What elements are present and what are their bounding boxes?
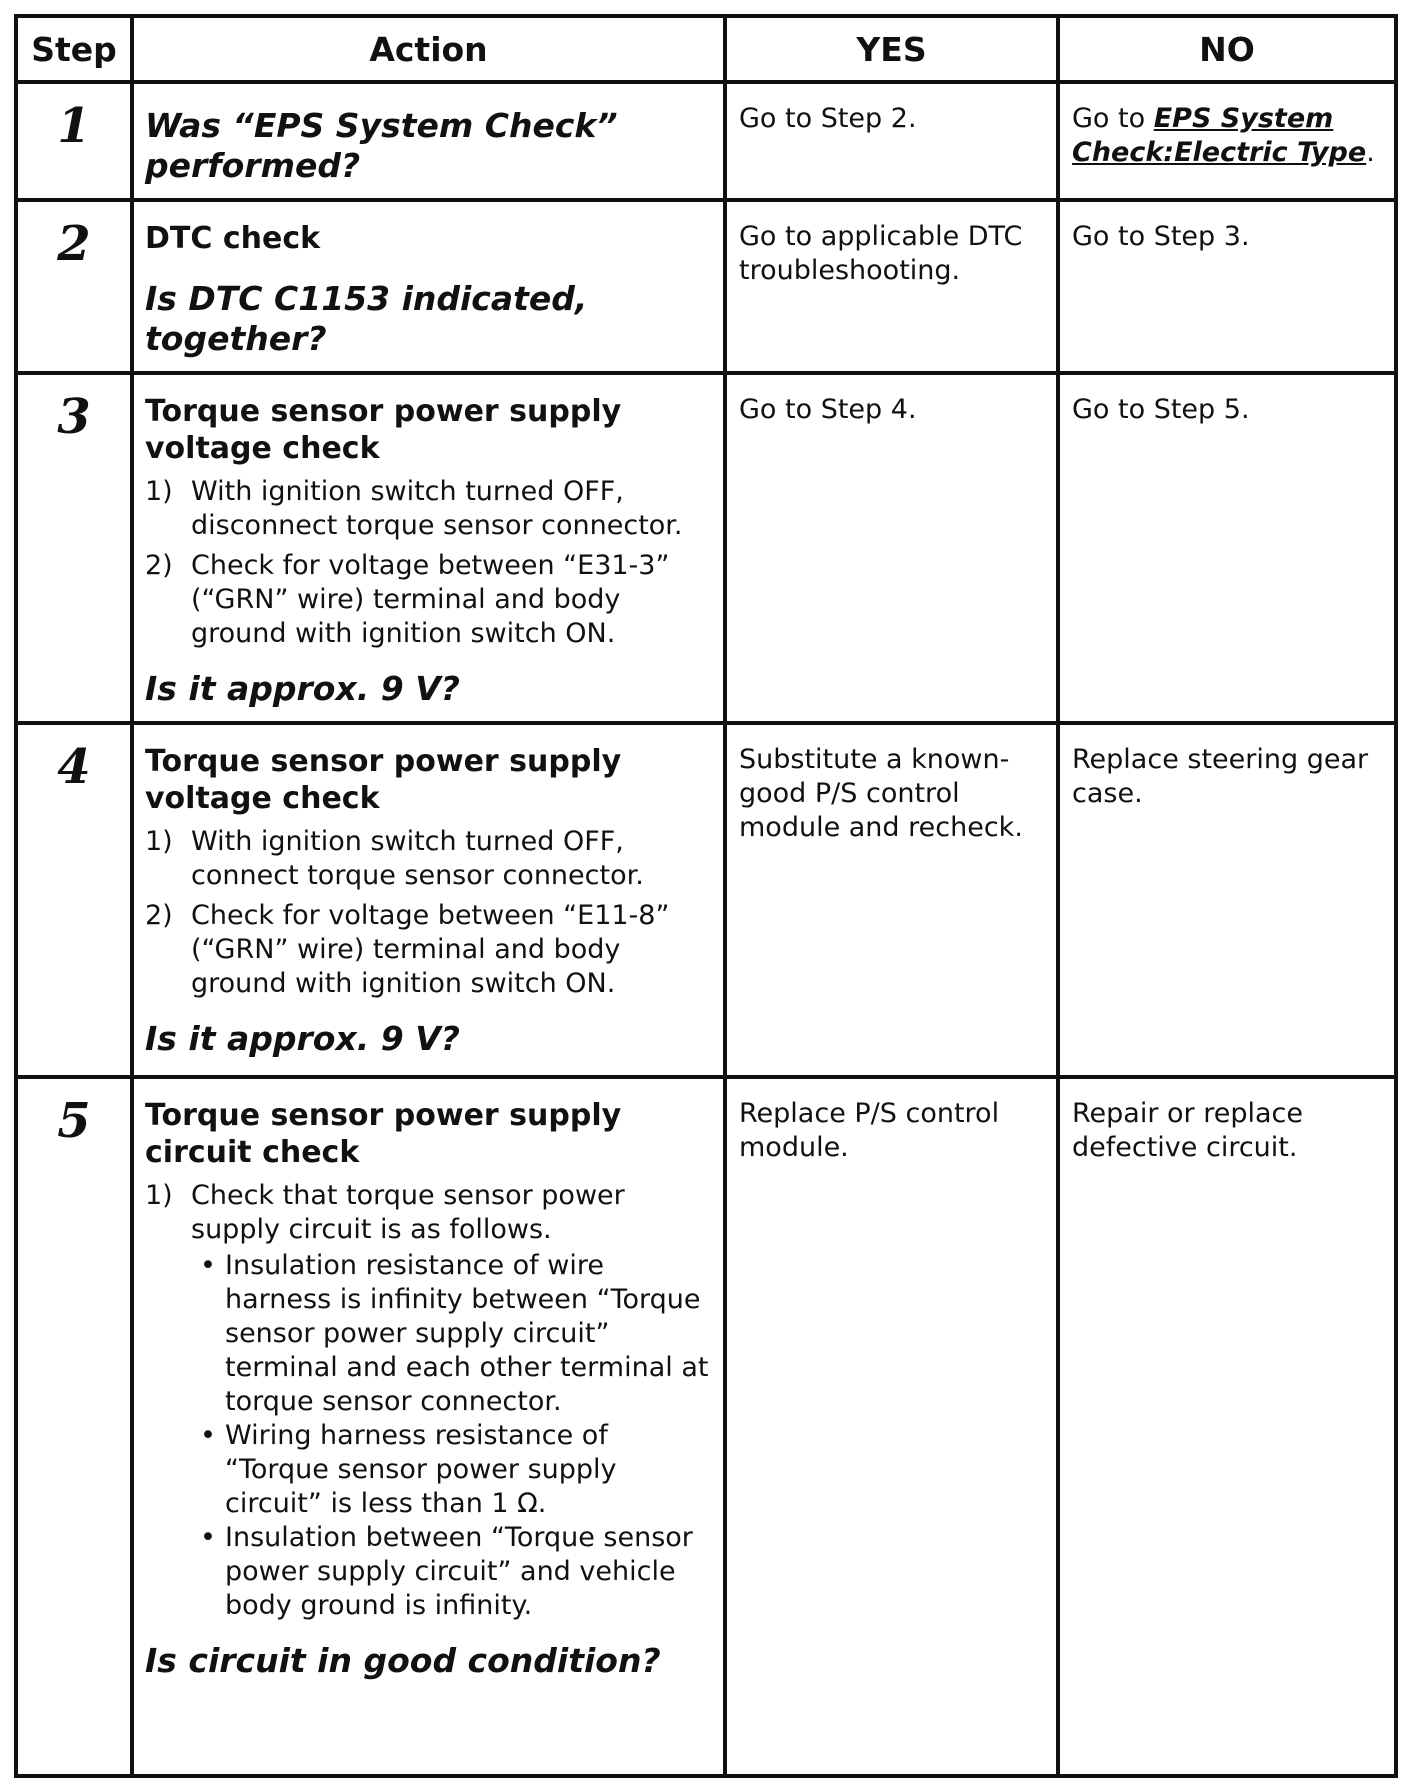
yes-cell [725,82,1058,200]
action-title: DTC check [145,221,321,256]
substep-list [145,475,713,651]
table-row [16,82,1396,200]
bullet-text: Wiring harness resistance of “Torque sensor power supply circuit” is less than 1 Ω. [225,1420,617,1519]
table-row [16,723,1396,1077]
yes-cell [725,373,1058,723]
header-no: NO [1058,16,1396,82]
bullet-list [191,1249,713,1623]
action-question: Is DTC C1153 indicated, together? [145,279,588,358]
table-row [16,200,1396,373]
bullet-item [191,1521,713,1623]
bullet-text: Insulation between “Torque sensor power supply circuit” and vehicle body ground is infinity. [225,1522,693,1621]
substep-item [145,549,713,651]
no-text-suffix: . [1366,137,1375,168]
step-number: 2 [57,216,91,272]
header-action: Action [132,16,725,82]
substep-list [145,1179,713,1623]
yes-text: Go to applicable DTC troubleshooting. [739,221,1023,286]
yes-text: Go to Step 4. [739,394,917,425]
no-cell [1058,373,1396,723]
action-question: Is circuit in good condition? [145,1641,661,1680]
action-title: Torque sensor power supply voltage check [145,744,622,816]
substep-number: 2) [145,900,173,931]
step-number: 4 [57,739,91,795]
no-text: Go to Step 3. [1072,221,1250,252]
action-cell [132,82,725,200]
substep-text: Check for voltage between “E11-8” (“GRN” wire) terminal and body ground with ignition switch ON. [191,900,670,999]
bullet-dot: • [200,1522,216,1553]
action-question: Is it approx. 9 V? [145,1019,460,1058]
no-text: Replace steering gear case. [1072,744,1369,809]
table-row [16,1077,1396,1776]
no-cell [1058,723,1396,1077]
substep-text: With ignition switch turned OFF, disconnect torque sensor connector. [191,476,683,541]
yes-text: Substitute a known-good P/S control module and recheck. [739,744,1023,843]
header-yes: YES [725,16,1058,82]
step-cell [16,1077,132,1776]
yes-cell [725,723,1058,1077]
substep-number: 1) [145,826,173,857]
substep-item [145,1179,713,1623]
substep-body [191,1179,713,1623]
action-question: Is it approx. 9 V? [145,669,460,708]
no-text-prefix: Go to [1072,103,1154,134]
no-cell [1058,1077,1396,1776]
step-number: 5 [57,1093,91,1149]
bullet-item [191,1419,713,1521]
action-question: Was “EPS System Check” performed? [145,106,618,185]
no-text: Go to Step 5. [1072,394,1250,425]
no-cell [1058,200,1396,373]
no-text: Repair or replace defective circuit. [1072,1098,1303,1163]
substep-item [145,475,713,543]
substep-number: 1) [145,476,173,507]
no-cell [1058,82,1396,200]
substep-list [145,825,713,1001]
table-header-row [16,16,1396,82]
action-title: Torque sensor power supply circuit check [145,1098,622,1170]
yes-text: Go to Step 2. [739,103,917,134]
substep-item [145,899,713,1001]
substep-text: With ignition switch turned OFF, connect torque sensor connector. [191,826,644,891]
substep-text: Check that torque sensor power supply circuit is as follows. [191,1180,625,1245]
bullet-text: Insulation resistance of wire harness is infinity between “Torque sensor power supply circuit” terminal and each other terminal at torque sensor connector. [225,1250,709,1417]
troubleshooting-table [14,14,1398,1778]
bullet-dot: • [200,1250,216,1281]
action-cell [132,723,725,1077]
step-cell [16,200,132,373]
substep-item [145,825,713,893]
no-text [1060,84,1394,178]
table-row [16,373,1396,723]
action-cell [132,1077,725,1776]
step-number: 1 [57,98,91,154]
action-title: Torque sensor power supply voltage check [145,394,622,466]
bullet-item [191,1249,713,1419]
step-cell [16,723,132,1077]
step-cell [16,373,132,723]
yes-cell [725,1077,1058,1776]
substep-number: 2) [145,550,173,581]
eps-system-check-link[interactable]: EPS System Check:Electric Type [1072,103,1367,168]
header-step: Step [16,16,132,82]
bullet-dot: • [200,1420,216,1451]
yes-text: Replace P/S control module. [739,1098,1000,1163]
action-cell [132,373,725,723]
step-cell [16,82,132,200]
substep-text: Check for voltage between “E31-3” (“GRN” wire) terminal and body ground with ignition switch ON. [191,550,670,649]
yes-cell [725,200,1058,373]
substep-number: 1) [145,1180,173,1211]
action-cell [132,200,725,373]
step-number: 3 [57,389,91,445]
